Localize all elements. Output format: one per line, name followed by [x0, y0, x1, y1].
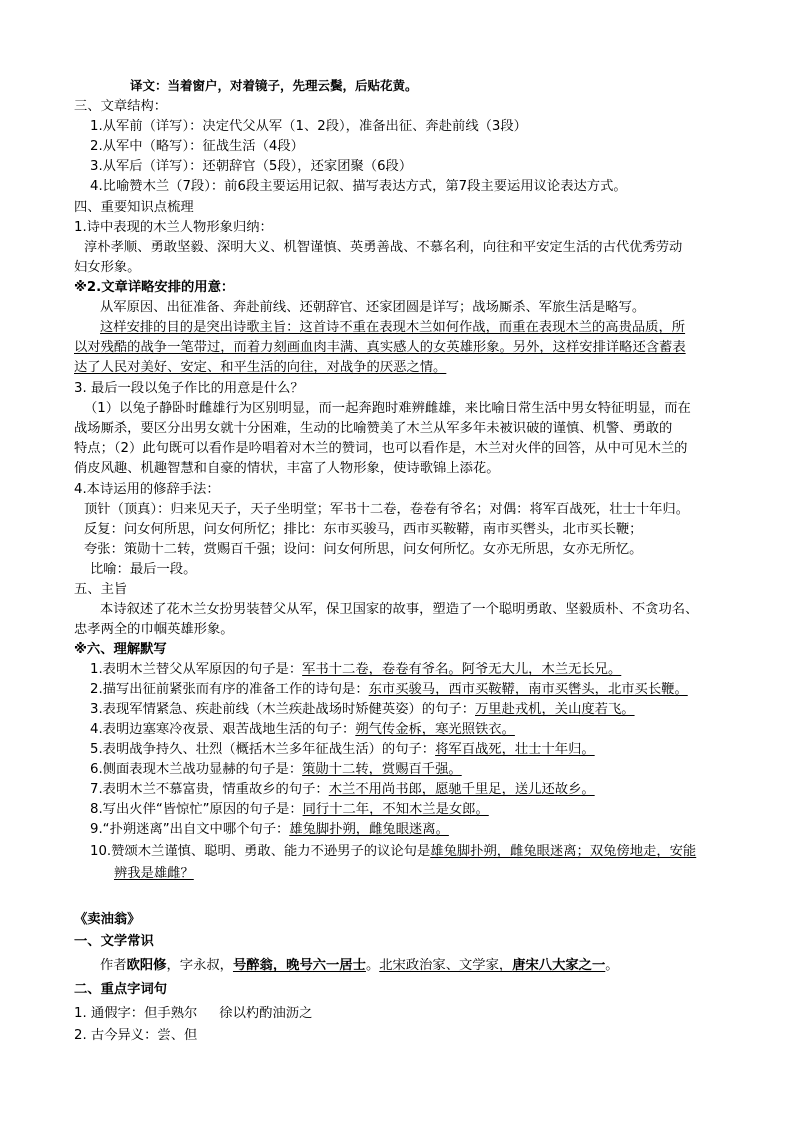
key-words-line: 2. 古今异义：尝、但	[74, 1028, 198, 1043]
author-name: 欧阳修	[126, 958, 167, 973]
mai-section-2-heading: 二、重点字词句	[74, 982, 168, 997]
rhetoric-line: 反复：问女何所思，问女何所忆；排比：东市买骏马，西市买鞍鞯，南市买辔头，北市买长鞭；	[84, 522, 643, 537]
point-3-line: 特点；（2）此句既可以看作是吟唱着对木兰的赞词，也可以看作是，木兰对火伴的回答，从中可见木兰的	[74, 441, 688, 456]
theme-line: 忠孝两全的巾帼英雄形象。	[74, 622, 234, 637]
dictation-question: 1.表明木兰替父从军原因的句子是：	[90, 662, 303, 677]
dictation-question: 9.“扑朔迷离”出自文中哪个句子：	[90, 822, 290, 837]
theme-line: 本诗叙述了花木兰女扮男装替父从军，保卫国家的故事，塑造了一个聪明勇敢、坚毅质朴、不贪功名、	[100, 602, 699, 617]
dictation-question: 10.赞颂木兰谨慎、聪明、勇敢、能力不逊男子的议论句是	[90, 844, 431, 859]
author-text: 。	[605, 958, 619, 973]
dictation-item	[90, 660, 621, 680]
point-3-line: （1）以兔子静卧时雌雄行为区别明显，而一起奔跑时难辨雌雄，来比喻日常生活中男女特征明显，而在	[84, 401, 691, 416]
dictation-question: 8.写出火伴“皆惊忙”原因的句子是：	[90, 802, 303, 817]
point-2-underlined-line: 这样安排的目的是突出诗歌主旨：这首诗不重在表现木兰如何作战，而重在表现木兰的高贵品质，所	[100, 320, 686, 335]
author-era: 北宋政治家、文学家，	[379, 958, 513, 973]
dictation-answer: 策勋十二转，赏赐百千强。	[302, 762, 462, 777]
dictation-item	[90, 720, 515, 740]
point-1-line: 妇女形象。	[74, 260, 141, 275]
dictation-question: 5.表明战争持久、壮烈（概括木兰多年征战生活）的句子：	[90, 742, 436, 757]
point-4-title: 4.本诗运用的修辞手法：	[74, 482, 220, 497]
point-1-title: 1.诗中表现的木兰人物形象归纳：	[74, 220, 273, 235]
dictation-answer: 雄兔脚扑朔，雌兔眼迷离。	[289, 822, 449, 837]
dictation-answer: 军书十二卷，卷卷有爷名。阿爷无大儿，木兰无长兄。	[302, 662, 622, 677]
dictation-answer: 雄兔脚扑朔，雌兔眼迷离；双兔傍地走，安能	[430, 844, 697, 859]
section-6-heading: ※六、理解默写	[74, 642, 167, 657]
rhetoric-line: 比喻：最后一段。	[90, 562, 197, 577]
translation-line: 译文：当着窗户，对着镜子，先理云鬓，后贴花黄。	[130, 78, 418, 93]
dictation-answer-continued: 辨我是雄雌？	[114, 866, 194, 881]
dictation-question: 7.表明木兰不慕富贵，情重故乡的句子：	[90, 782, 329, 797]
point-3-title: 3. 最后一段以兔子作比的用意是什么？	[74, 381, 304, 396]
dictation-answer: 将军百战死，壮士十年归。	[435, 742, 595, 757]
tongjia-example: 徐以杓酌油沥之	[219, 1006, 313, 1021]
dictation-question: 6.侧面表现木兰战功显赫的句子是：	[90, 762, 303, 777]
dictation-answer: 万里赴戎机，关山度若飞。	[475, 702, 635, 717]
point-3-line: 战场厮杀，要区分出男女就十分困难，生动的比喻赞美了木兰从军多年未被识破的谨慎、机警、勇敢的	[74, 421, 673, 436]
rhetoric-line: 顶针（顶真）：归来见天子，天子坐明堂；军书十二卷，卷卷有爷名；对偶：将军百战死，壮士十年归。	[84, 502, 690, 517]
dictation-item	[90, 680, 688, 700]
dictation-question: 4.表明边塞寒冷夜景、艰苦战地生活的句子：	[90, 722, 356, 737]
author-tang-song: 唐宋八大家之一	[512, 958, 606, 973]
point-3-line: 俏皮风趣、机趣智慧和自豪的情状，丰富了人物形象，使诗歌锦上添花。	[74, 461, 500, 476]
dictation-answer: 木兰不用尚书郎，愿驰千里足，送儿还故乡。	[328, 782, 595, 797]
structure-item-2: 2.从军中（略写）：征战生活（4段）	[90, 139, 304, 154]
dictation-answer: 东市买骏马，西市买鞍鞯，南市买辔头，北市买长鞭。	[368, 682, 688, 697]
mai-section-1-heading: 一、文学常识	[74, 934, 154, 949]
essay-title: 《卖油翁》	[74, 912, 141, 927]
dictation-item-10	[90, 842, 696, 862]
section-4-heading: 四、重要知识点梳理	[74, 200, 194, 215]
structure-item-4: 4.比喻赞木兰（7段）：前6段主要运用记叙、描写表达方式，第7段主要运用议论表达方式。	[90, 179, 627, 194]
dictation-item	[90, 820, 449, 840]
point-2-underlined-line: 以对残酷的战争一笔带过，而着力刻画血肉丰满、真实感人的女英雄形象。另外，这样安排详略还含蓄表	[74, 340, 686, 355]
dictation-question: 3.表现军情紧急、疾赴前线（木兰疾赴战场时矫健英姿）的句子：	[90, 702, 475, 717]
dictation-answer: 同行十二年，不知木兰是女郎。	[302, 802, 489, 817]
author-line	[100, 956, 619, 976]
section-5-heading: 五、主旨	[74, 582, 128, 597]
dictation-item	[90, 740, 595, 760]
author-pen-name: 号醉翁，晚号六一居士	[232, 958, 366, 973]
tongjia-label: 1. 通假字：但手熟尔	[74, 1006, 198, 1021]
key-words-line	[74, 1004, 312, 1024]
point-2-title: ※2.文章详略安排的用意：	[74, 280, 235, 295]
dictation-item	[90, 760, 462, 780]
point-1-line: 淳朴孝顺、勇敢坚毅、深明大义、机智谨慎、英勇善战、不慕名利，向往和平安定生活的古代优秀劳动	[84, 240, 683, 255]
author-text: ，字永叔，	[166, 958, 233, 973]
section-3-heading: 三、文章结构：	[74, 99, 168, 114]
point-2-underlined-line: 达了人民对美好、安定、和平生活的向往，对战争的厌恶之情。	[74, 360, 447, 375]
dictation-item	[90, 800, 489, 820]
structure-item-1: 1.从军前（详写）：决定代父从军（1、2段），准备出征、奔赴前线（3段）	[90, 119, 527, 134]
rhetoric-line: 夸张：策勋十二转，赏赐百千强；设问：问女何所思，问女何所忆。女亦无所思，女亦无所忆。	[84, 542, 643, 557]
dictation-question: 2.描写出征前紧张而有序的准备工作的诗句是：	[90, 682, 369, 697]
dictation-item	[90, 700, 635, 720]
author-text: 作者	[100, 958, 127, 973]
structure-item-3: 3.从军后（详写）：还朝辞官（5段），还家团聚（6段）	[90, 159, 413, 174]
dictation-answer: 朔气传金柝，寒光照铁衣。	[355, 722, 515, 737]
point-2-line: 从军原因、出征准备、奔赴前线、还朝辞官、还家团圆是详写；战场厮杀、军旅生活是略写。	[100, 300, 646, 315]
dictation-item	[90, 780, 595, 800]
author-text: 。	[365, 958, 380, 973]
